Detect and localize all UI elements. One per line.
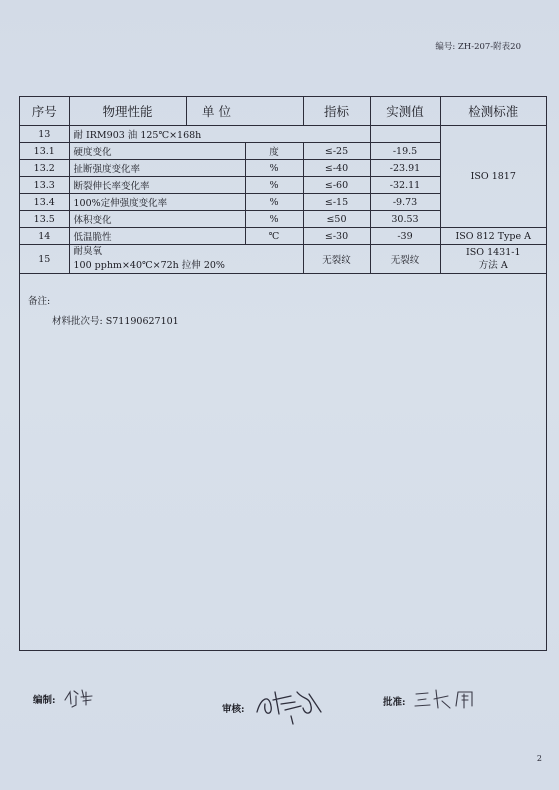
index-cell: ≤-15 bbox=[303, 194, 370, 211]
standard-cell bbox=[440, 245, 546, 274]
seq-cell: 13.4 bbox=[20, 194, 69, 211]
reviewed-label: 审核: bbox=[222, 703, 245, 715]
header-property: 物理性能 bbox=[102, 104, 153, 119]
standard-cell: ISO 812 Type A bbox=[440, 228, 546, 245]
prepared-signature bbox=[62, 686, 102, 711]
seq-cell: 14 bbox=[20, 228, 69, 245]
seq-cell: 15 bbox=[20, 245, 69, 274]
approved-by bbox=[383, 686, 482, 715]
prepared-by bbox=[33, 686, 102, 711]
reviewer-signature bbox=[251, 686, 331, 729]
header-measured: 实测值 bbox=[370, 97, 440, 126]
unit-cell: % bbox=[245, 160, 303, 177]
header-seq: 序号 bbox=[20, 97, 69, 126]
remarks-section bbox=[28, 293, 179, 327]
property-cell: 低温脆性 bbox=[69, 228, 245, 245]
seq-cell: 13.5 bbox=[20, 211, 69, 228]
standard-line: ISO 1431-1 bbox=[466, 247, 521, 258]
index-cell: ≤-25 bbox=[303, 143, 370, 160]
empty-cell bbox=[370, 126, 440, 143]
standard-line: 方法 A bbox=[478, 260, 508, 271]
test-results-table bbox=[20, 97, 546, 274]
unit-cell: ℃ bbox=[245, 228, 303, 245]
measured-cell: -19.5 bbox=[370, 143, 440, 160]
measured-cell: 30.53 bbox=[370, 211, 440, 228]
batch-number: 材料批次号: S71190627101 bbox=[52, 316, 179, 327]
table-header-row bbox=[20, 97, 546, 126]
measured-cell: 无裂纹 bbox=[370, 245, 440, 274]
measured-cell: -32.11 bbox=[370, 177, 440, 194]
measured-cell: -39 bbox=[370, 228, 440, 245]
measured-cell: -23.91 bbox=[370, 160, 440, 177]
property-cell: 硬度变化 bbox=[69, 143, 245, 160]
approved-label: 批准: bbox=[383, 696, 406, 708]
unit-cell: % bbox=[245, 211, 303, 228]
property-cell: 100%定伸强度变化率 bbox=[69, 194, 245, 211]
header-standard: 检测标准 bbox=[440, 97, 546, 126]
index-cell: ≤-60 bbox=[303, 177, 370, 194]
report-frame bbox=[19, 96, 547, 651]
index-cell: ≤-40 bbox=[303, 160, 370, 177]
seq-cell: 13.1 bbox=[20, 143, 69, 160]
property-line: 100 pphm×40℃×72h 拉伸 20% bbox=[73, 260, 225, 271]
table-row bbox=[20, 245, 546, 274]
header-property-unit bbox=[69, 97, 303, 126]
signature-row bbox=[0, 686, 559, 726]
property-cell: 断裂伸长率变化率 bbox=[69, 177, 245, 194]
seq-cell: 13.2 bbox=[20, 160, 69, 177]
index-cell: ≤-30 bbox=[303, 228, 370, 245]
table-row bbox=[20, 228, 546, 245]
property-cell: 扯断强度变化率 bbox=[69, 160, 245, 177]
measured-cell: -9.73 bbox=[370, 194, 440, 211]
page-number: 2 bbox=[536, 754, 542, 763]
seq-cell: 13 bbox=[20, 126, 69, 143]
property-cell bbox=[69, 245, 303, 274]
seq-cell: 13.3 bbox=[20, 177, 69, 194]
unit-cell: % bbox=[245, 194, 303, 211]
header-index: 指标 bbox=[303, 97, 370, 126]
property-line: 耐臭氧 bbox=[73, 246, 103, 257]
property-cell: 体积变化 bbox=[69, 211, 245, 228]
group-title-cell: 耐 IRM903 油 125℃×168h bbox=[69, 126, 370, 143]
approver-signature bbox=[412, 686, 482, 715]
unit-cell: % bbox=[245, 177, 303, 194]
document-number: 编号: ZH-207-附表20 bbox=[435, 42, 521, 52]
standard-cell: ISO 1817 bbox=[440, 126, 546, 228]
header-unit: 单 位 bbox=[186, 97, 247, 125]
table-row bbox=[20, 126, 546, 143]
remarks-label: 备注: bbox=[28, 296, 51, 307]
reviewed-by bbox=[222, 686, 331, 729]
index-cell: 无裂纹 bbox=[303, 245, 370, 274]
unit-cell: 度 bbox=[245, 143, 303, 160]
index-cell: ≤50 bbox=[303, 211, 370, 228]
prepared-label: 编制: bbox=[33, 694, 56, 706]
